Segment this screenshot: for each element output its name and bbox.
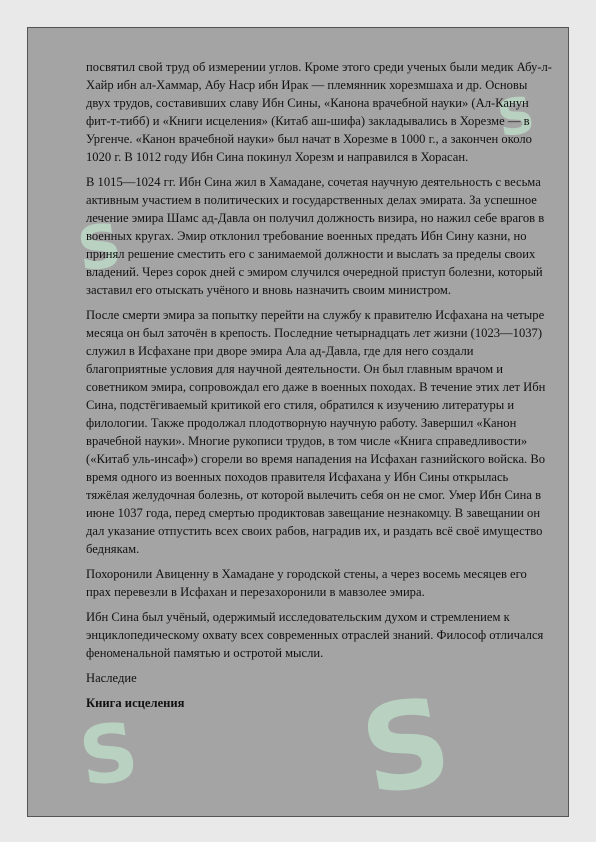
- paragraph: После смерти эмира за попытку перейти на службу к правителю Исфахана на четыре месяца он был заточён в крепость. Последние четырнадцать лет жизни (1023—1037) служил в Исфахане при дворе эмира Ала ад-Давла, где для него создали благоприятные условия для научной деятельности. Он был главным врачом и советником эмира, сопровождал его даже в военных походах. В течение этих лет Ибн Сина, подстёгиваемый критикой его стиля, обратился к изучению литературы и филологии. Также продолжал плодотворную научную работу. Завершил «Канон врачебной науки». Многие рукописи трудов, в том числе «Книга справедливости» («Китаб уль-инсаф») сгорели во время нападения на Исфахан газнийского войска. Во время одного из военных походов правителя Исфахана у Ибн Сины открылась тяжёлая желудочная болезнь, от которой вылечить себя он не смог. Умер Ибн Сина в июне 1037 года, перед смертью продиктовав завещание незнакомцу. В завещании он дал указание отпустить всех своих рабов, наградив их, и раздать всё своё имущество беднякам.: [86, 308, 546, 556]
- watermark: S: [493, 85, 539, 149]
- paragraph: посвятил свой труд об измерении углов. Кроме этого среди ученых были медик Абу-л-Хайр ибн ал-Хаммар, Абу Наср ибн Ирак — племянник хорезмшаха и др. Основы двух трудов, составивших славу Ибн Сины, «Канона врачебной науки» (Ал-Канун фит-т-тибб) и «Книги исцеления» (Китаб аш-шифа) закладывались в Хорезме — в Ургенче. «Канон врачебной науки» был начат в Хорезме в 1000 г., а закончен около 1020 г. В 1012 году Ибн Сина покинул Хорезм и направился в Хорасан.: [86, 60, 552, 164]
- paragraph: Наследие: [86, 671, 137, 685]
- paragraph: В 1015—1024 гг. Ибн Сина жил в Хамадане, сочетая научную деятельность с весьма активным участием в политических и государственных делах эмирата. За успешное лечение эмира Шамс ад-Давла он получил должность визира, но нажил себе врагов в военных кругах. Эмир отклонил требование военных предать Ибн Сину казни, но принял решение сместить его с занимаемой должности и выслать за пределы своих владений. Через сорок дней с эмиром случился очередной приступ болезни, который заставил его отыскать учёного и вновь назначить своим министром.: [86, 175, 545, 297]
- paragraph: Ибн Сина был учёный, одержимый исследовательским духом и стремлением к энциклопедическому охвату всех современных отраслей знаний. Философ отличался феноменальной памятью и остротой мысли.: [86, 610, 544, 660]
- document-body: [86, 58, 553, 719]
- paragraph: Похоронили Авиценну в Хамадане у городской стены, а через восемь месяцев его прах перевезли в Исфахан и перезахоронили в мавзолее эмира.: [86, 567, 527, 599]
- watermark: S: [73, 210, 126, 286]
- watermark: S: [351, 671, 461, 824]
- watermark: S: [73, 704, 144, 805]
- section-heading: Книга исцеления: [86, 696, 185, 710]
- document-page: [27, 27, 569, 824]
